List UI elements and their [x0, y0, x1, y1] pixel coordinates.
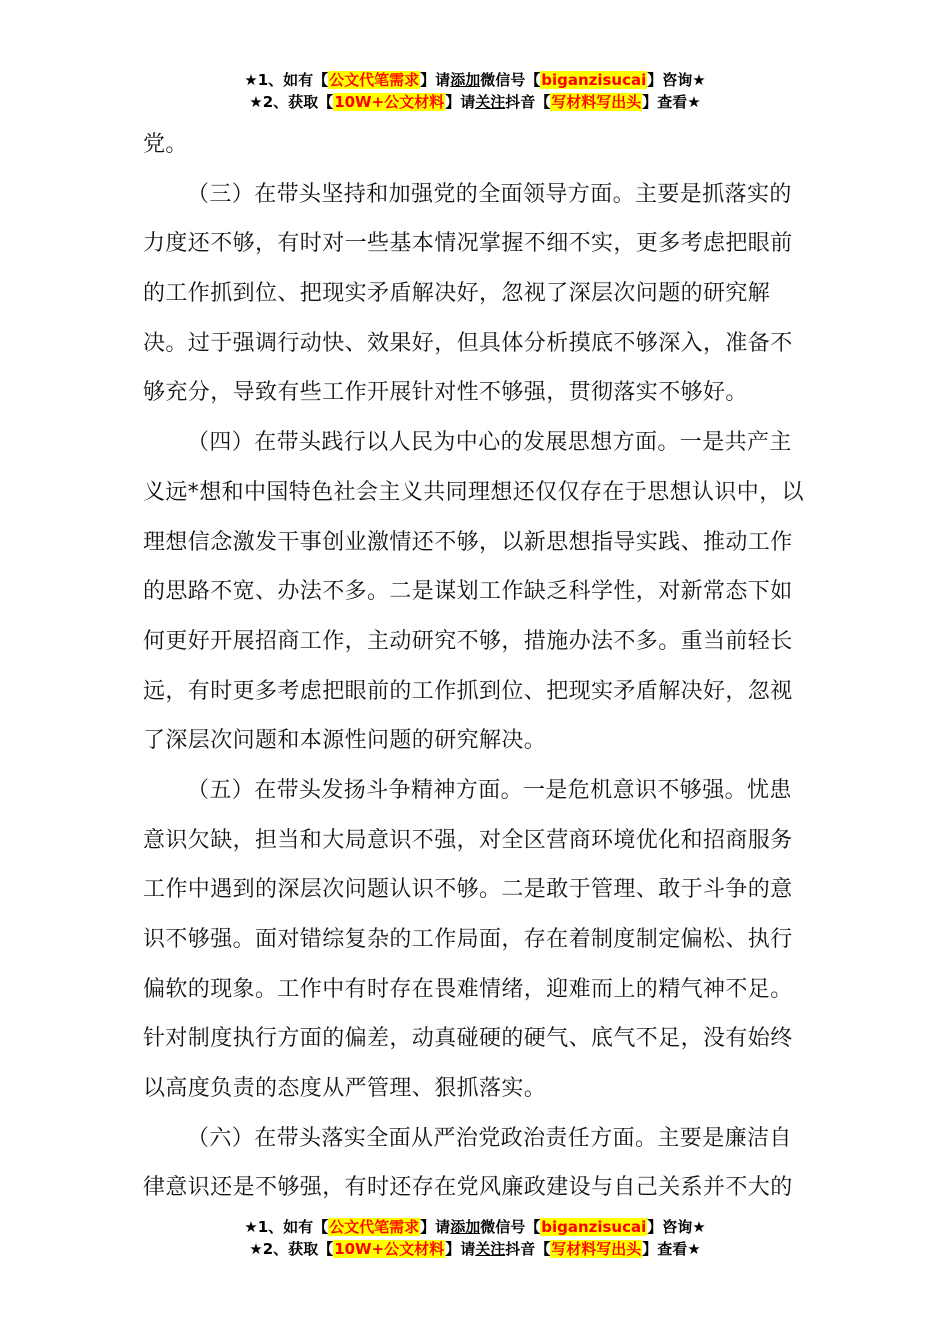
banner-text: 】请 [445, 1240, 476, 1258]
banner-highlight: 公文代笔需求 [329, 1218, 420, 1236]
banner-highlight: 写材料写出头 [551, 93, 642, 111]
text-line: 决。过于强调行动快、效果好，但具体分析摸底不够深入，准备不 [143, 330, 793, 356]
text-line: 针对制度执行方面的偏差，动真碰硬的硬气、底气不足，没有始终 [143, 1026, 793, 1052]
text-line: 够充分，导致有些工作开展针对性不够强，贯彻落实不够好。 [143, 380, 748, 406]
text-line: （五）在带头发扬斗争精神方面。一是危机意识不够强。忧患 [187, 777, 792, 803]
text-line: 律意识还是不够强，有时还存在党风廉政建设与自己关系并不大的 [143, 1175, 793, 1201]
banner-text: 】请 [420, 71, 451, 89]
top-banner [0, 69, 950, 113]
banner-line-1 [0, 1216, 950, 1238]
banner-text: 】查看★ [642, 1240, 701, 1258]
banner-line-2 [0, 1238, 950, 1260]
banner-text: 】请 [420, 1218, 451, 1236]
text-line: 远，有时更多考虑把眼前的工作抓到位、把现实矛盾解决好，忽视 [143, 678, 793, 704]
document-body [143, 120, 807, 1213]
text-line: （三）在带头坚持和加强党的全面领导方面。主要是抓落实的 [187, 181, 792, 207]
banner-line-1 [0, 69, 950, 91]
banner-underline: 添加 [450, 1218, 481, 1236]
banner-text: 微信号【 [480, 1218, 541, 1236]
banner-underline: 关注 [475, 93, 506, 111]
text-line: 义远*想和中国特色社会主义共同理想还仅仅存在于思想认识中，以 [143, 479, 805, 505]
banner-highlight: 公文代笔需求 [329, 71, 420, 89]
banner-text: 】咨询★ [647, 1218, 706, 1236]
banner-highlight: biganzisucai [541, 71, 647, 89]
banner-text: 】咨询★ [647, 71, 706, 89]
banner-text: ★2、获取【 [249, 93, 334, 111]
banner-highlight: 10W+公文材料 [334, 1240, 445, 1258]
text-line: 偏软的现象。工作中有时存在畏难情绪，迎难而上的精气神不足。 [143, 976, 793, 1002]
banner-underline: 添加 [450, 71, 481, 89]
text-line: （六）在带头落实全面从严治党政治责任方面。主要是廉洁自 [187, 1125, 792, 1151]
text-line: 的思路不宽、办法不多。二是谋划工作缺乏科学性，对新常态下如 [143, 579, 793, 605]
text-line: 了深层次问题和本源性问题的研究解决。 [143, 728, 547, 754]
banner-text: 抖音【 [505, 93, 551, 111]
banner-highlight: 10W+公文材料 [334, 93, 445, 111]
banner-text: 微信号【 [480, 71, 541, 89]
banner-text: 】查看★ [642, 93, 701, 111]
banner-text: ★1、如有【 [244, 71, 329, 89]
banner-text: ★2、获取【 [249, 1240, 334, 1258]
text-line: 党。 [143, 132, 188, 157]
banner-underline: 关注 [475, 1240, 506, 1258]
banner-text: 抖音【 [505, 1240, 551, 1258]
text-line: 工作中遇到的深层次问题认识不够。二是敢于管理、敢于斗争的意 [143, 877, 793, 903]
text-line: 识不够强。面对错综复杂的工作局面，存在着制度制定偏松、执行 [143, 927, 793, 952]
banner-line-2 [0, 91, 950, 113]
text-line: 的工作抓到位、把现实矛盾解决好，忽视了深层次问题的研究解 [143, 281, 771, 307]
text-line: （四）在带头践行以人民为中心的发展思想方面。一是共产主 [187, 430, 792, 456]
banner-highlight: biganzisucai [541, 1218, 647, 1236]
text-line: 理想信念激发干事创业激情还不够，以新思想指导实践、推动工作 [143, 529, 793, 555]
text-line: 以高度负责的态度从严管理、狠抓落实。 [143, 1076, 547, 1102]
text-line: 何更好开展招商工作，主动研究不够，措施办法不多。重当前轻长 [143, 628, 793, 654]
bottom-banner [0, 1216, 950, 1260]
banner-text: 】请 [445, 93, 476, 111]
banner-text: ★1、如有【 [244, 1218, 329, 1236]
text-line: 力度还不够，有时对一些基本情况掌握不细不实，更多考虑把眼前 [143, 231, 793, 257]
text-line: 意识欠缺，担当和大局意识不强，对全区营商环境优化和招商服务 [143, 827, 793, 853]
banner-highlight: 写材料写出头 [551, 1240, 642, 1258]
